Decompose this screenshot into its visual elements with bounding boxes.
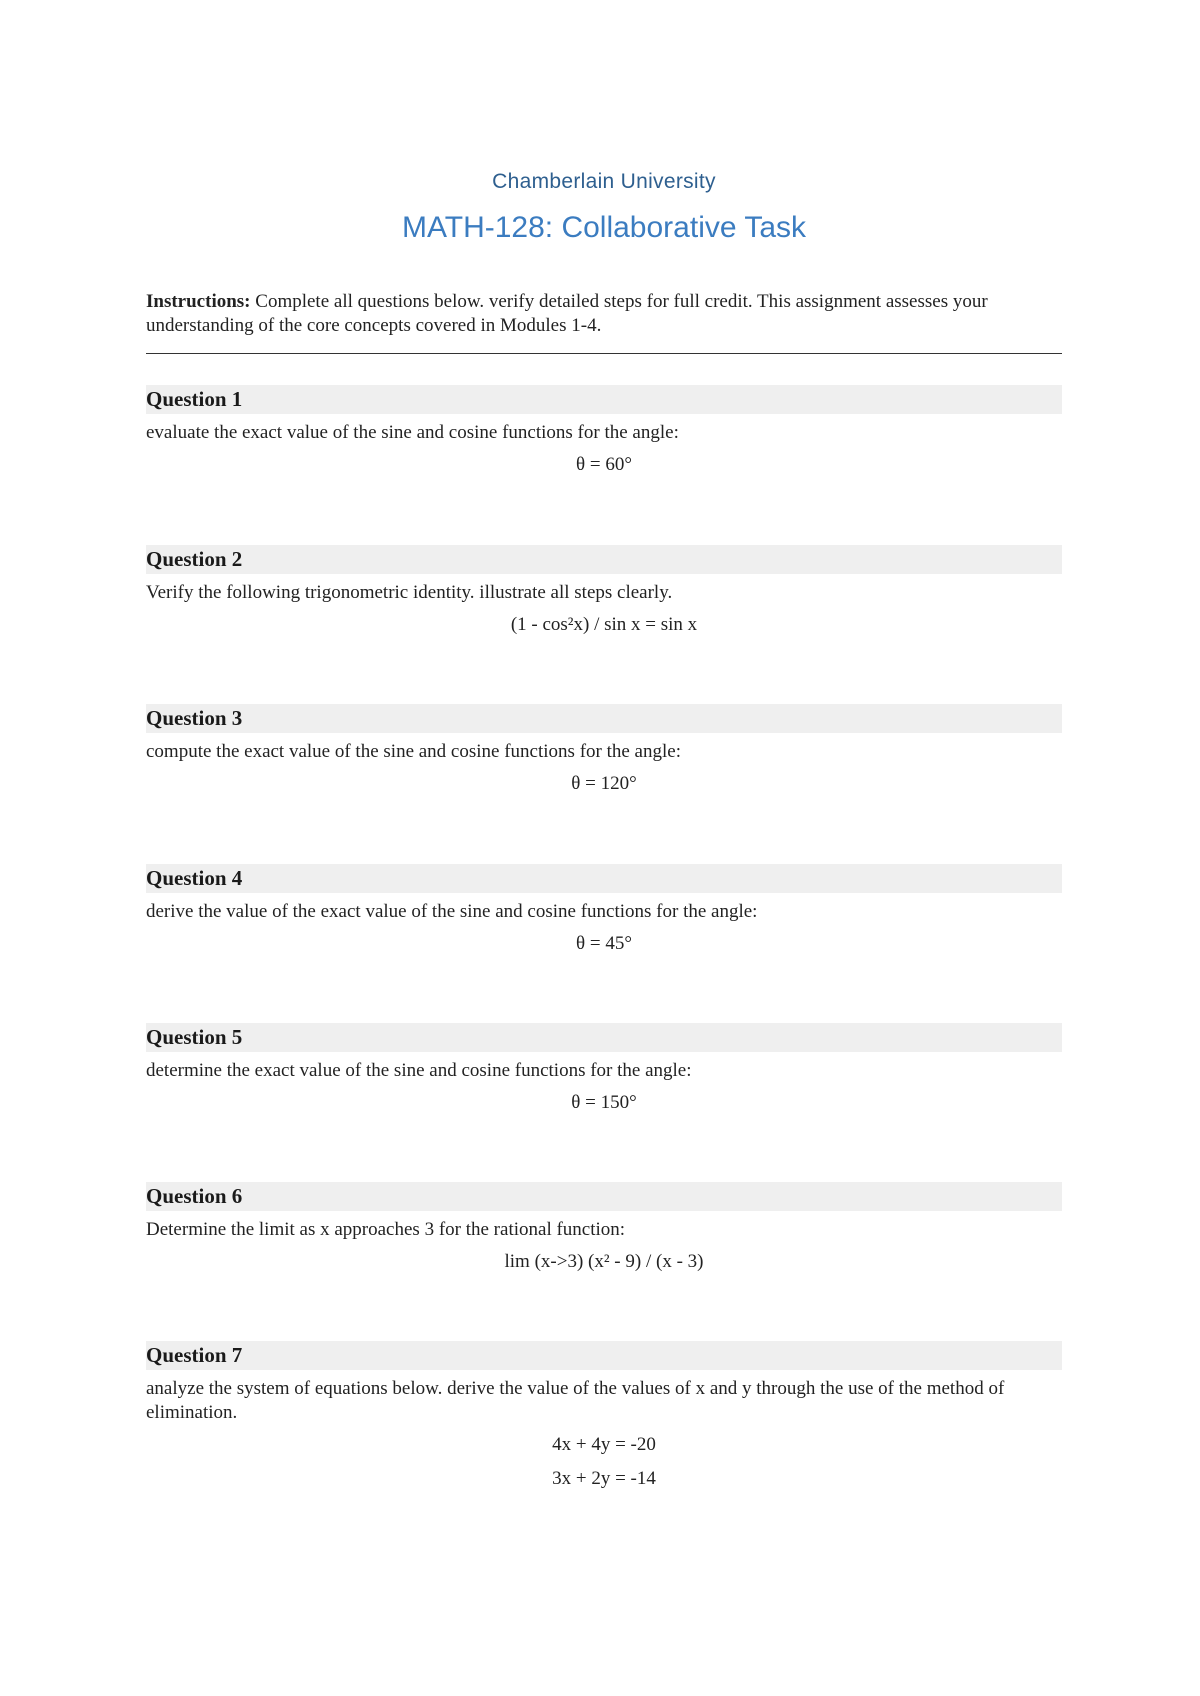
question-heading: Question 3 (146, 704, 1062, 733)
question-prompt: derive the value of the exact value of the sine and cosine functions for the angle: (146, 901, 758, 922)
question-formula: θ = 150° (571, 1092, 637, 1113)
question-formula: (1 - cos²x) / sin x = sin x (510, 614, 698, 635)
question-1 (146, 385, 1062, 477)
question-formula: 3x + 2y = -14 (552, 1468, 656, 1489)
instructions-text: Complete all questions below. verify detailed steps for full credit. This assignment assesses your understanding of the core concepts covered in Modules 1-4. (146, 291, 988, 336)
question-heading: Question 7 (146, 1341, 1062, 1370)
university-name: Chamberlain University (492, 170, 716, 193)
question-heading: Question 5 (146, 1023, 1062, 1052)
course-title: MATH-128: Collaborative Task (401, 211, 807, 244)
question-prompt: evaluate the exact value of the sine and cosine functions for the angle: (146, 422, 679, 443)
question-formula: θ = 60° (576, 454, 632, 475)
question-heading: Question 4 (146, 864, 1062, 893)
question-prompt: compute the exact value of the sine and cosine functions for the angle: (146, 741, 681, 762)
question-2 (146, 545, 1062, 637)
question-3 (146, 704, 1062, 796)
question-formula: lim (x->3) (x² - 9) / (x - 3) (504, 1251, 704, 1272)
document-page (146, 0, 1062, 1696)
question-5 (146, 1023, 1062, 1115)
instructions (146, 290, 1062, 338)
question-7 (146, 1341, 1062, 1491)
question-formula: 4x + 4y = -20 (552, 1434, 656, 1455)
question-formula: θ = 120° (571, 773, 637, 794)
instructions-label: Instructions: (146, 291, 251, 312)
question-heading: Question 2 (146, 545, 1062, 574)
question-4 (146, 864, 1062, 956)
question-prompt: Verify the following trigonometric identity. illustrate all steps clearly. (146, 582, 673, 603)
question-heading: Question 1 (146, 385, 1062, 414)
question-6 (146, 1182, 1062, 1274)
question-prompt: Determine the limit as x approaches 3 for the rational function: (146, 1219, 626, 1240)
divider (146, 353, 1062, 354)
question-prompt: analyze the system of equations below. derive the value of the values of x and y through the use of the method of elimination. (146, 1378, 1005, 1423)
question-heading: Question 6 (146, 1182, 1062, 1211)
question-prompt: determine the exact value of the sine and cosine functions for the angle: (146, 1060, 692, 1081)
question-formula: θ = 45° (576, 933, 632, 954)
